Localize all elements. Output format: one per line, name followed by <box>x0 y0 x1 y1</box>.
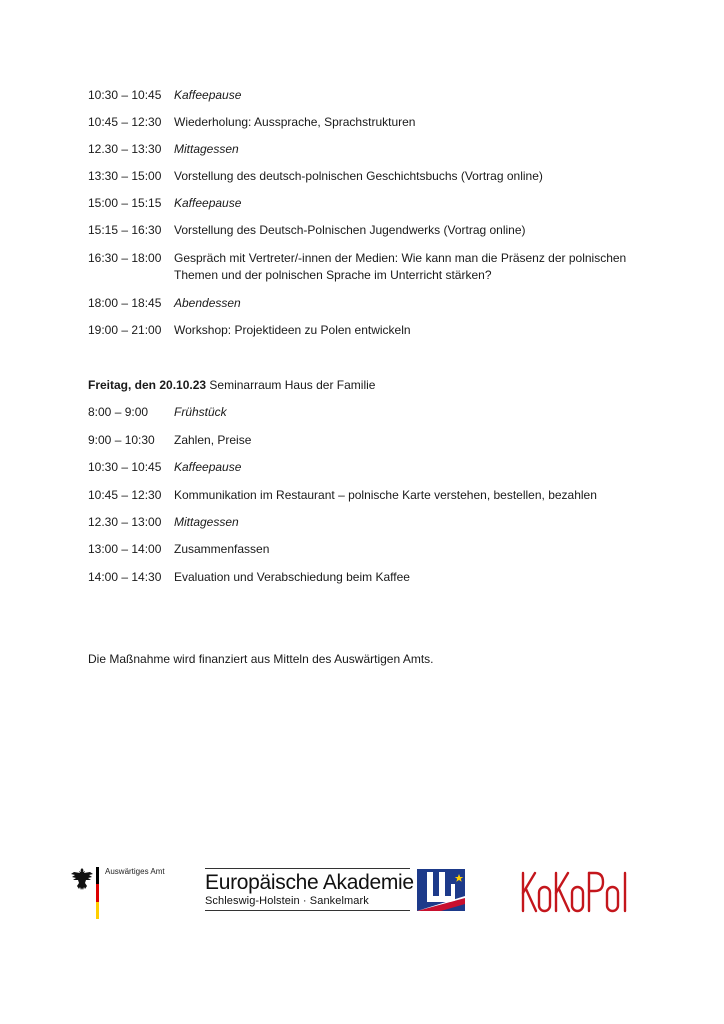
schedule-time: 9:00 – 10:30 <box>88 433 155 447</box>
ea-subtitle: Schleswig-Holstein · Sankelmark <box>205 895 369 907</box>
schedule-desc: Kaffeepause <box>174 196 242 210</box>
ea-title: Europäische Akademie <box>205 871 414 894</box>
german-flag-stripes <box>96 867 99 919</box>
schedule-time: 13:30 – 15:00 <box>88 169 162 183</box>
schedule-time: 10:45 – 12:30 <box>88 488 162 502</box>
schedule-time: 18:00 – 18:45 <box>88 296 162 310</box>
schedule-desc: Mittagessen <box>174 515 239 529</box>
federal-eagle-icon <box>70 867 94 893</box>
kokopol-logo <box>517 867 637 917</box>
schedule-time: 15:00 – 15:15 <box>88 196 162 210</box>
schedule-desc: Evaluation und Verabschiedung beim Kaffee <box>174 570 410 584</box>
schedule-time: 16:30 – 18:00 <box>88 251 162 265</box>
day-location: Seminarraum Haus der Familie <box>206 378 376 392</box>
schedule-time: 8:00 – 9:00 <box>88 405 149 419</box>
auswaertiges-amt-logo <box>70 867 180 923</box>
day-heading <box>88 377 375 394</box>
logo-divider <box>205 868 410 869</box>
funding-note: Die Maßnahme wird finanziert aus Mitteln des Auswärtigen Amts. <box>88 652 434 666</box>
schedule-time: 10:30 – 10:45 <box>88 460 162 474</box>
schedule-time: 15:15 – 16:30 <box>88 223 162 237</box>
schedule-desc: Wiederholung: Aussprache, Sprachstrukturen <box>174 115 416 129</box>
schedule-desc: Zusammenfassen <box>174 542 270 556</box>
schedule-desc: Gespräch mit Vertreter/-innen der Medien: Wie kann man die Präsenz der polnischen Themen und der polnischen Sprache im Unterricht stärken? <box>174 251 627 282</box>
schedule-time: 13:00 – 14:00 <box>88 542 162 556</box>
ea-emblem-icon <box>415 868 467 912</box>
schedule-desc: Zahlen, Preise <box>174 433 252 447</box>
schedule-time: 19:00 – 21:00 <box>88 323 162 337</box>
schedule-time: 10:30 – 10:45 <box>88 88 162 102</box>
kokopol-wordmark <box>517 867 637 917</box>
schedule-desc: Kaffeepause <box>174 460 242 474</box>
schedule-desc: Kaffeepause <box>174 88 242 102</box>
schedule-desc: Frühstück <box>174 405 227 419</box>
schedule-desc: Vorstellung des deutsch-polnischen Geschichtsbuchs (Vortrag online) <box>174 169 543 183</box>
schedule-desc: Kommunikation im Restaurant – polnische Karte verstehen, bestellen, bezahlen <box>174 488 597 502</box>
schedule-desc: Mittagessen <box>174 142 239 156</box>
day-date: Freitag, den 20.10.23 <box>88 378 207 392</box>
schedule-time: 12.30 – 13:00 <box>88 515 162 529</box>
europaeische-akademie-logo <box>205 868 467 914</box>
schedule-desc: Vorstellung des Deutsch-Polnischen Jugendwerks (Vortrag online) <box>174 223 526 237</box>
auswaertiges-amt-label: Auswärtiges Amt <box>105 867 165 876</box>
schedule-time: 10:45 – 12:30 <box>88 115 162 129</box>
schedule-time: 12.30 – 13:30 <box>88 142 162 156</box>
schedule-desc: Workshop: Projektideen zu Polen entwickeln <box>174 323 411 337</box>
logo-divider <box>205 910 410 911</box>
schedule-desc: Abendessen <box>174 296 241 310</box>
schedule-time: 14:00 – 14:30 <box>88 570 162 584</box>
